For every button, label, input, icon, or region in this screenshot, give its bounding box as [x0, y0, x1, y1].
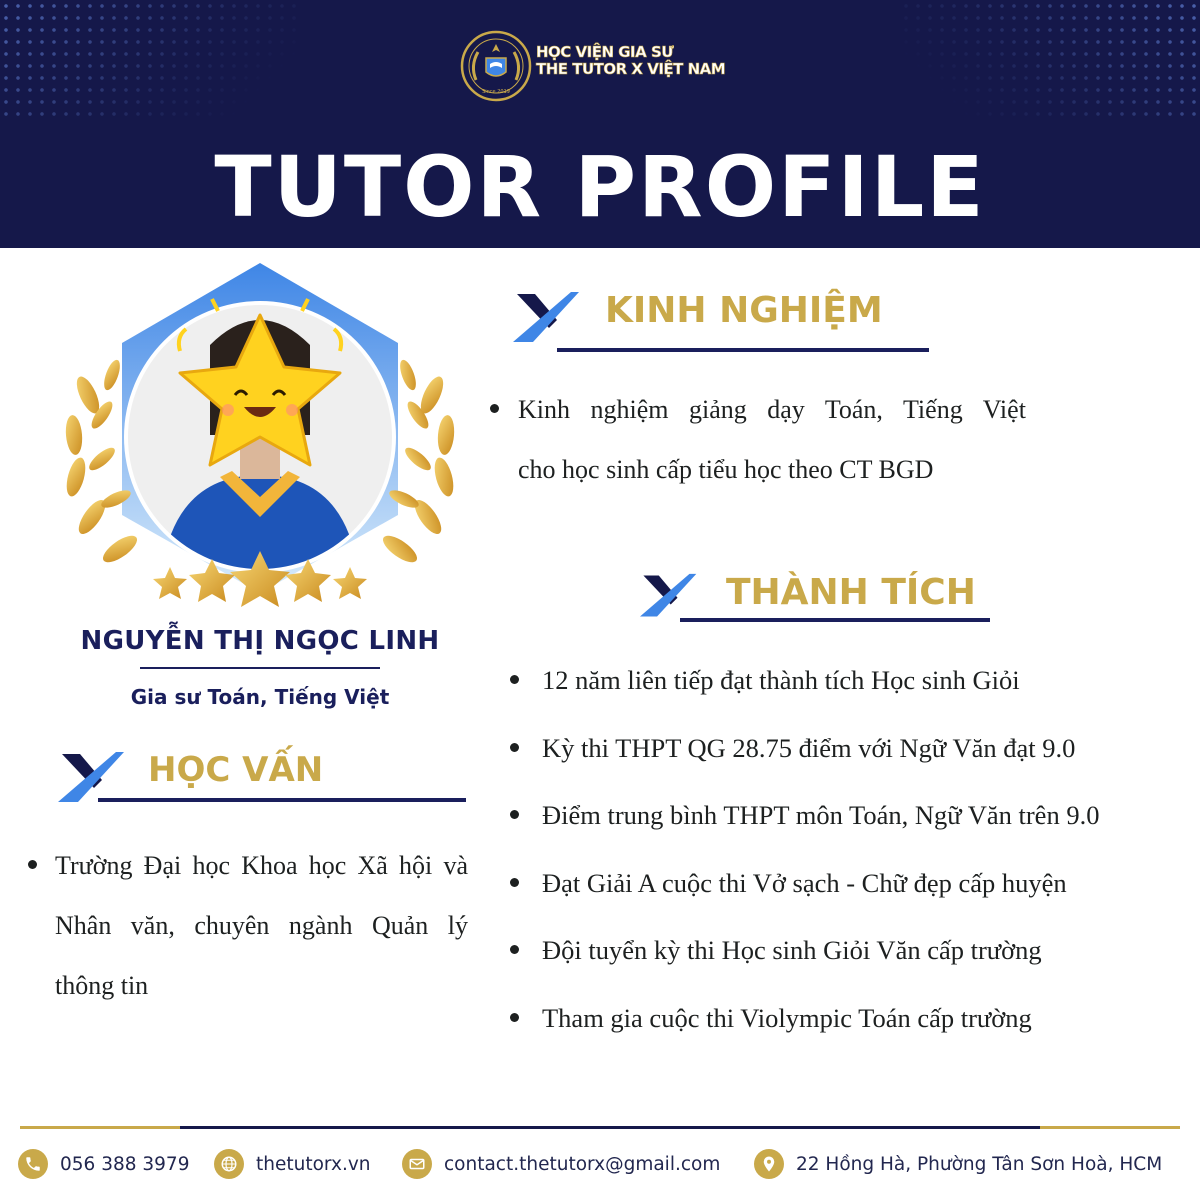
bullet-icon	[510, 878, 519, 887]
globe-icon	[214, 1149, 244, 1179]
footer-divider-navy	[180, 1126, 1040, 1129]
achievement-text: 12 năm liên tiếp đạt thành tích Học sinh Giỏi	[542, 665, 1020, 695]
email-address: contact.thetutorx@gmail.com	[444, 1153, 721, 1175]
achievements-heading: THÀNH TÍCH	[726, 572, 976, 613]
education-heading: HỌC VẤN	[148, 750, 324, 790]
brand-logo[interactable]	[460, 30, 760, 105]
phone-number: 056 388 3979	[60, 1153, 190, 1175]
bullet-icon	[510, 810, 519, 819]
experience-item-line2: cho học sinh cấp tiểu học theo CT BGD	[518, 455, 934, 484]
name-divider	[140, 667, 380, 669]
brand-name	[536, 44, 725, 78]
section-achievements	[640, 572, 992, 628]
list-item	[510, 986, 1190, 1054]
education-underline	[98, 798, 466, 802]
bullet-icon	[510, 1013, 519, 1022]
education-item-text: Trường Đại học Khoa học Xã hội và Nhân văn, chuyên ngành Quản lý thông tin	[55, 851, 468, 1000]
mail-icon	[402, 1149, 432, 1179]
bullet-icon	[510, 743, 519, 752]
experience-list	[490, 380, 1050, 500]
list-item	[510, 648, 1190, 716]
footer-contact-bar	[18, 1146, 1188, 1182]
tutor-avatar	[40, 255, 480, 615]
achievement-text: Kỳ thi THPT QG 28.75 điểm với Ngữ Văn đạt 9.0	[542, 732, 1076, 763]
x-logo-icon	[513, 290, 581, 346]
brand-line2: THE TUTOR X VIỆT NAM	[536, 60, 726, 78]
rating-stars-icon	[153, 551, 367, 607]
experience-item-line1: Kinh nghiệm giảng dạy Toán, Tiếng Việt	[518, 395, 1026, 424]
achievement-text: Điểm trung bình THPT môn Toán, Ngữ Văn trên 9.0	[542, 800, 1100, 830]
dot-pattern-left	[0, 0, 300, 120]
bullet-icon	[510, 945, 519, 954]
bullet-icon	[510, 675, 519, 684]
bullet-icon	[490, 404, 499, 413]
website-link: thetutorx.vn	[256, 1153, 371, 1175]
achievements-underline	[680, 618, 990, 622]
phone-icon	[18, 1149, 48, 1179]
academy-seal-icon	[460, 30, 532, 102]
experience-heading: KINH NGHIỆM	[605, 290, 883, 331]
achievement-text: Đạt Giải A cuộc thi Vở sạch - Chữ đẹp cấp huyện	[542, 867, 1067, 898]
tutor-role: Gia sư Toán, Tiếng Việt	[130, 685, 390, 709]
list-item	[510, 918, 1190, 986]
footer-email[interactable]	[402, 1146, 720, 1182]
footer-phone[interactable]	[18, 1146, 189, 1182]
education-list	[28, 836, 468, 1016]
list-item	[510, 851, 1190, 919]
section-experience	[513, 290, 933, 356]
achievements-list	[510, 648, 1190, 1053]
location-pin-icon	[754, 1149, 784, 1179]
brand-line1: HỌC VIỆN GIA SƯ	[536, 43, 674, 61]
footer-website[interactable]	[214, 1146, 371, 1182]
achievement-text: Tham gia cuộc thi Violympic Toán cấp trường	[542, 1002, 1032, 1033]
footer-address[interactable]	[754, 1146, 1162, 1182]
list-item	[28, 836, 468, 1016]
section-education	[58, 750, 468, 810]
seal-text: Since 2019	[482, 89, 510, 95]
achievement-text: Đội tuyển kỳ thi Học sinh Giỏi Văn cấp trường	[542, 935, 1042, 965]
x-logo-icon	[640, 572, 698, 620]
dot-pattern-right	[900, 0, 1200, 120]
bullet-icon	[28, 860, 37, 869]
page-title: TUTOR PROFILE	[214, 138, 986, 236]
list-item	[490, 380, 1050, 500]
address-text: 22 Hồng Hà, Phường Tân Sơn Hoà, HCM	[796, 1153, 1163, 1175]
tutor-name: NGUYỄN THỊ NGỌC LINH	[80, 626, 440, 656]
header-banner	[0, 0, 1200, 248]
list-item	[510, 716, 1190, 784]
experience-underline	[557, 348, 929, 352]
list-item	[510, 783, 1190, 851]
